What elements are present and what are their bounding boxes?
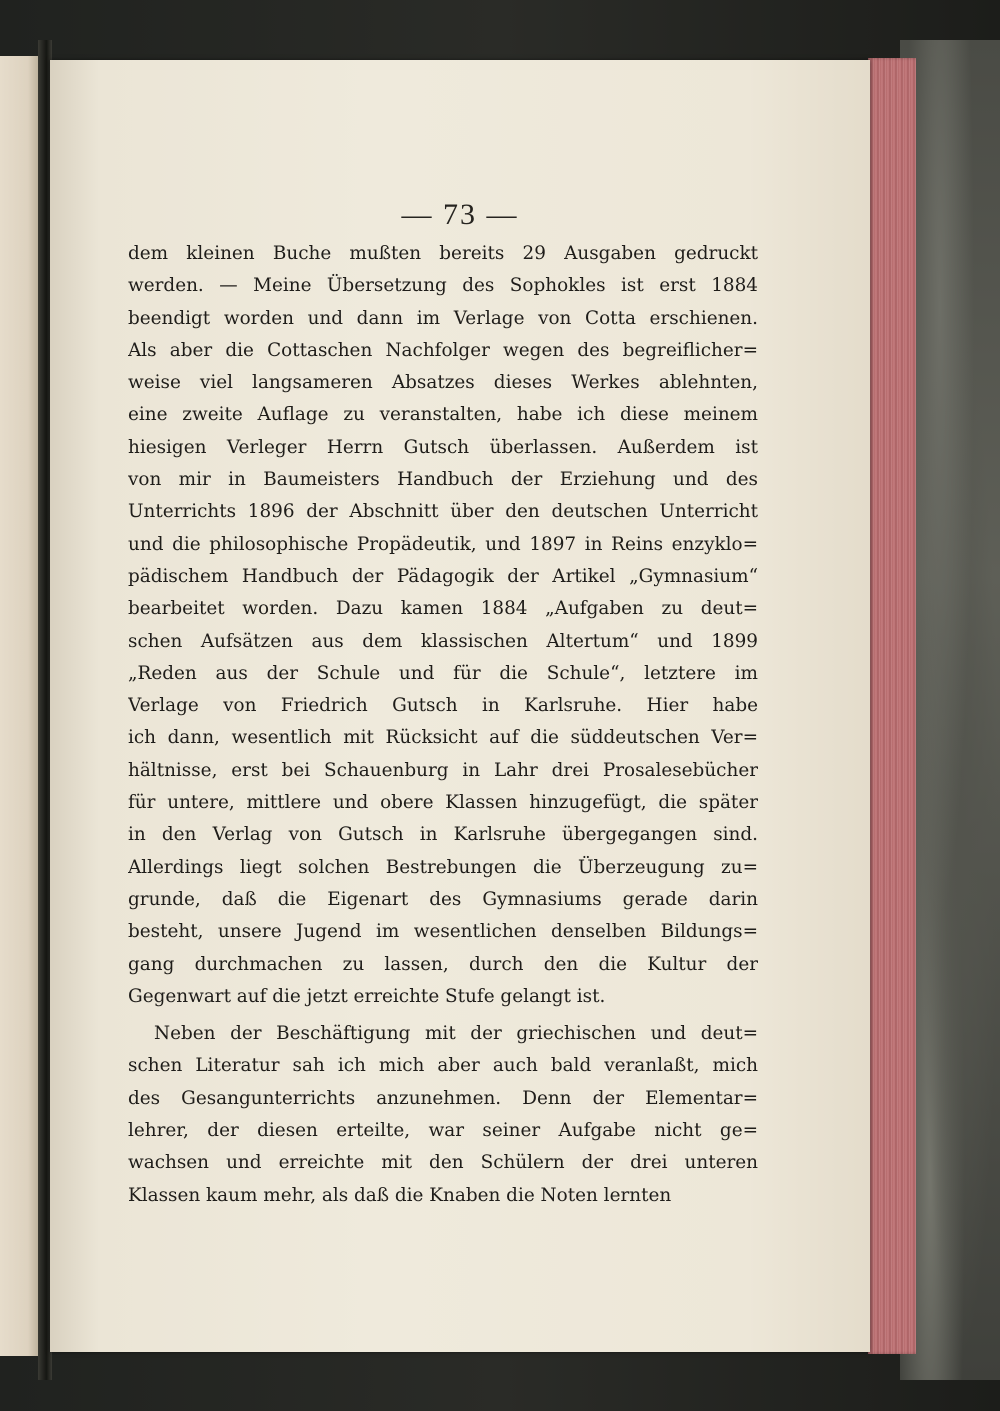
text-line: werden. — Meine Übersetzung des Sophokles ist erst 1884	[128, 275, 758, 297]
text-line: lehrer, der diesen erteilte, war seiner Aufgabe nicht ge=	[128, 1120, 758, 1142]
text-line: wachsen und erreichte mit den Schülern der drei unteren	[128, 1152, 758, 1174]
text-line: in den Verlag von Gutsch in Karlsruhe übergegangen sind.	[128, 824, 758, 846]
text-line: Gegenwart auf die jetzt erreichte Stufe gelangt ist.	[128, 985, 606, 1007]
paragraph	[128, 238, 758, 1013]
text-line: für untere, mittlere und obere Klassen hinzugefügt, die später	[128, 792, 758, 814]
text-line: „Reden aus der Schule und für die Schule“, letztere im	[128, 662, 758, 684]
text-line: hiesigen Verleger Herrn Gutsch überlassen. Außerdem ist	[128, 436, 758, 458]
text-line: weise viel langsameren Absatzes dieses Werkes ablehnten,	[128, 372, 758, 394]
text-line: schen Literatur sah ich mich aber auch bald veranlaßt, mich	[128, 1055, 758, 1077]
text-line: ich dann, wesentlich mit Rücksicht auf die süddeutschen Ver=	[128, 727, 758, 749]
text-line: Klassen kaum mehr, als daß die Knaben die Noten lernten	[128, 1184, 672, 1206]
text-line: bearbeitet worden. Dazu kamen 1884 „Aufgaben zu deut=	[128, 598, 758, 620]
text-line: eine zweite Auflage zu veranstalten, habe ich diese meinem	[128, 404, 758, 426]
page-number: — 73 —	[401, 198, 519, 231]
text-line: und die philosophische Propädeutik, und 1897 in Reins enzyklo=	[128, 533, 758, 555]
text-line: von mir in Baumeisters Handbuch der Erziehung und des	[128, 469, 758, 491]
text-line: beendigt worden und dann im Verlage von Cotta erschienen.	[128, 307, 758, 329]
text-line: Allerdings liegt solchen Bestrebungen die Überzeugung zu=	[128, 856, 758, 878]
text-line: dem kleinen Buche mußten bereits 29 Ausgaben gedruckt	[128, 243, 758, 264]
book-page	[50, 60, 870, 1352]
text-line: Als aber die Cottaschen Nachfolger wegen des begreiflicher=	[128, 339, 758, 361]
page-fore-edge	[868, 58, 916, 1354]
text-line: hältnisse, erst bei Schauenburg in Lahr drei Prosalesebücher	[128, 759, 758, 781]
text-line: des Gesangunterrichts anzunehmen. Denn der Elementar=	[128, 1087, 758, 1109]
text-line: gang durchmachen zu lassen, durch den die Kultur der	[128, 953, 758, 975]
page-text	[128, 238, 758, 1212]
text-line: pädischem Handbuch der Pädagogik der Artikel „Gymnasium“	[128, 565, 758, 587]
text-line: Unterrichts 1896 der Abschnitt über den deutschen Unterricht	[128, 501, 758, 523]
text-line: besteht, unsere Jugend im wesentlichen denselben Bildungs=	[128, 921, 758, 943]
previous-page-edge	[0, 56, 40, 1356]
text-line: grunde, daß die Eigenart des Gymnasiums gerade darin	[128, 888, 758, 910]
text-line: Neben der Beschäftigung mit der griechischen und deut=	[154, 1023, 758, 1045]
text-line: schen Aufsätzen aus dem klassischen Altertum“ und 1899	[128, 630, 758, 652]
text-line: Verlage von Friedrich Gutsch in Karlsruhe. Hier habe	[128, 695, 758, 717]
paragraph	[128, 1018, 758, 1212]
